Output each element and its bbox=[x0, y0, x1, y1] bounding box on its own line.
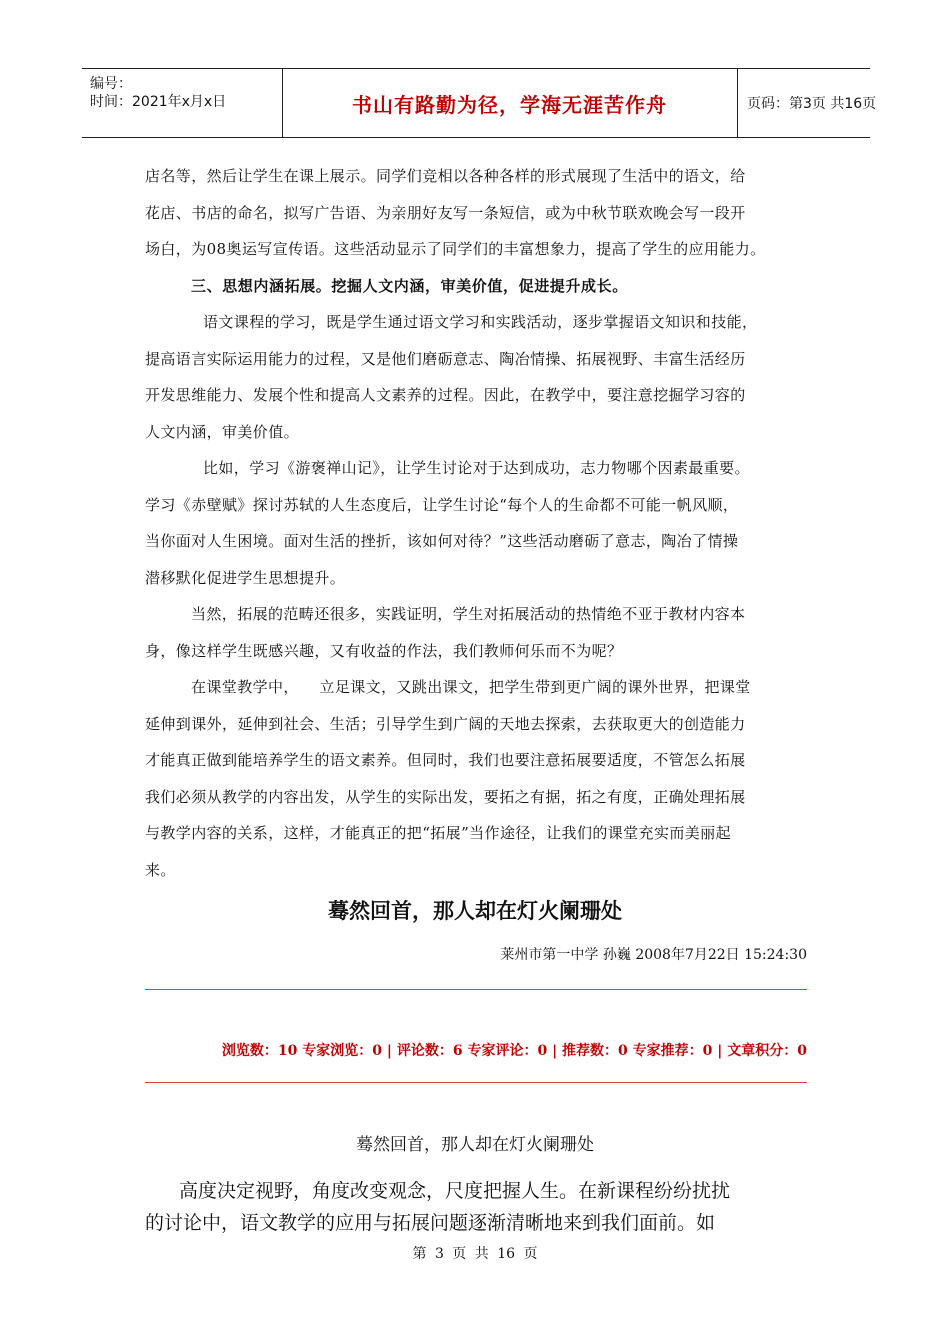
text-line: 当你面对人生困境。面对生活的挫折，该如何对待？”这些活动磨砺了意志，陶冶了情操 bbox=[145, 532, 739, 550]
article-byline: 莱州市第一中学 孙巍 2008年7月22日 15:24:30 bbox=[500, 947, 807, 963]
divider-top bbox=[145, 989, 807, 990]
body-text bbox=[145, 158, 809, 888]
article-subtitle: 蓦然回首，那人却在灯火阑珊处 bbox=[356, 1135, 594, 1155]
paragraph-5 bbox=[145, 669, 809, 888]
text-line: 花店、书店的命名，拟写广告语、为亲朋好友写一条短信，或为中秋节联欢晚会写一段开 bbox=[145, 203, 746, 222]
text-line: 我们必须从教学的内容出发，从学生的实际出发，要拓之有据，拓之有度，正确处理拓展 bbox=[145, 787, 746, 806]
text-line: 潜移默化促进学生思想提升。 bbox=[145, 568, 346, 587]
text-line: 店名等，然后让学生在课上展示。同学们竞相以各种各样的形式展现了生活中的语文，给 bbox=[145, 167, 746, 185]
header-time-label: 时间：2021年x月x日 bbox=[90, 94, 227, 110]
article-intro bbox=[145, 1175, 809, 1239]
text-line: 来。 bbox=[145, 860, 176, 879]
header-page-info: 页码：第3页 共16页 bbox=[747, 96, 877, 112]
article-stats: 浏览数：10 专家浏览：0 | 评论数：6 专家评论：0 | 推荐数：0 专家推荐：0 | 文章积分：0 bbox=[221, 1043, 807, 1059]
article-title: 蓦然回首，那人却在灯火阑珊处 bbox=[328, 899, 622, 923]
divider-bottom bbox=[145, 1082, 807, 1083]
text-line: 比如，学习《游褒禅山记》，让学生讨论对于达到成功，志力物哪个因素最重要。 bbox=[203, 459, 750, 477]
header-meta-cell bbox=[82, 69, 283, 137]
text-line: 身，像这样学生既感兴趣，又有收益的作法，我们教师何乐而不为呢？ bbox=[145, 641, 623, 660]
text-line: 高度决定视野，角度改变观念，尺度把握人生。在新课程纷纷扰扰 bbox=[179, 1180, 731, 1202]
page-footer: 第 3 页 共 16 页 bbox=[412, 1246, 538, 1262]
text-line: 人文内涵，审美价值。 bbox=[145, 422, 300, 441]
section-heading-3: 三、思想内涵拓展。挖掘人文内涵，审美价值，促进提升成长。 bbox=[191, 276, 628, 295]
text-line: 场白，为08奥运写宣传语。这些活动显示了同学们的丰富想象力，提高了学生的应用能力。 bbox=[145, 240, 766, 258]
text-line: 学习《赤壁赋》探讨苏轼的人生态度后，让学生讨论“每个人的生命都不可能一帆风顺， bbox=[145, 495, 739, 514]
text-line: 当然，拓展的范畴还很多，实践证明，学生对拓展活动的热情绝不亚于教材内容本 bbox=[191, 605, 746, 623]
header-motto: 书山有路勤为径，学海无涯苦作舟 bbox=[352, 92, 667, 117]
text-line: 在课堂教学中， 立足课文，又跳出课文，把学生带到更广阔的课外世界，把课堂 bbox=[191, 678, 751, 696]
text-line: 提高语言实际运用能力的过程，又是他们磨砺意志、陶冶情操、拓展视野、丰富生活经历 bbox=[145, 349, 746, 368]
text-line: 与教学内容的关系，这样，才能真正的把“拓展”当作途径，让我们的课堂充实而美丽起 bbox=[145, 824, 731, 842]
text-line: 延伸到课外，延伸到社会、生活；引导学生到广阔的天地去探索，去获取更大的创造能力 bbox=[145, 714, 746, 733]
text-line: 开发思维能力、发展个性和提高人文素养的过程。因此，在教学中，要注意挖掘学习容的 bbox=[145, 386, 746, 404]
header-number-label: 编号： bbox=[90, 76, 132, 92]
header-motto-cell bbox=[282, 69, 738, 137]
text-line: 才能真正做到能培养学生的语文素养。但同时，我们也要注意拓展要适度，不管怎么拓展 bbox=[145, 751, 746, 769]
header-page-cell bbox=[737, 69, 877, 137]
text-line: 的讨论中，语文教学的应用与拓展问题逐渐清晰地来到我们面前。如 bbox=[145, 1212, 716, 1234]
paragraph-2 bbox=[145, 304, 809, 450]
paragraph-4 bbox=[145, 596, 809, 669]
paragraph-3 bbox=[145, 450, 809, 596]
text-line: 语文课程的学习，既是学生通过语文学习和实践活动，逐步掌握语文知识和技能， bbox=[203, 313, 758, 331]
paragraph-1 bbox=[145, 158, 809, 268]
document-header bbox=[82, 68, 877, 138]
